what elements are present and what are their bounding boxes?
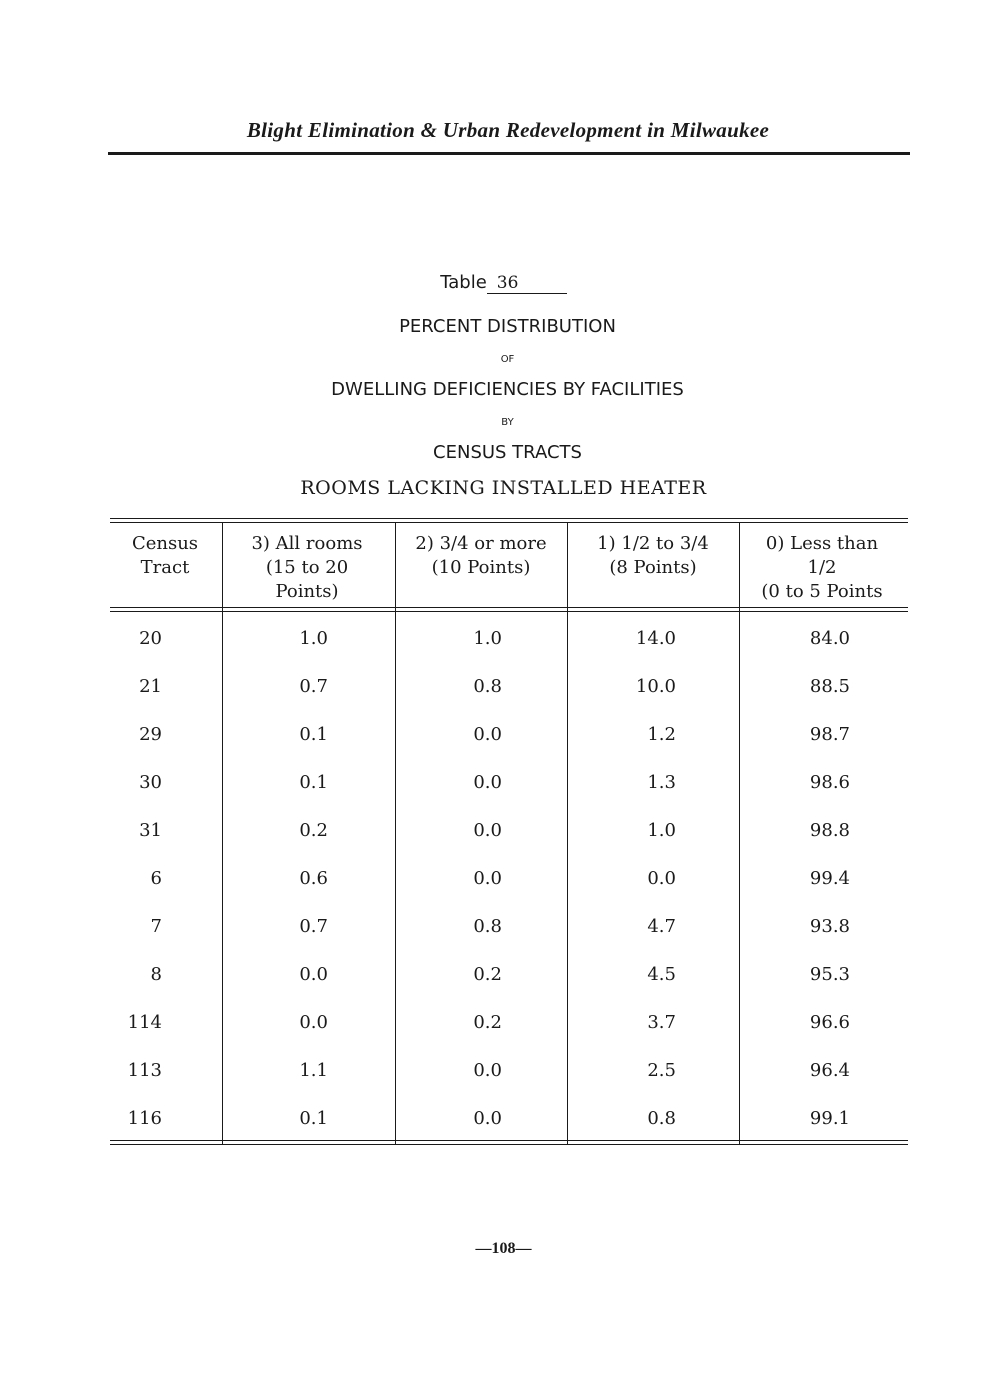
- table-row: [110, 1108, 908, 1156]
- cell-less-than-half: 98.8: [809, 820, 850, 841]
- cell-all-rooms: 0.6: [299, 868, 328, 889]
- header-half-to-three-quarters: 1) 1/2 to 3/4 (8 Points): [597, 533, 709, 578]
- cell-all-rooms: 0.1: [299, 1108, 328, 1129]
- cell-census-tract: 30: [139, 772, 162, 793]
- running-head: Blight Elimination & Urban Redevelopment in Milwaukee: [246, 118, 770, 142]
- header-census-tract: Census Tract: [131, 533, 199, 578]
- table-label-text: Table: [440, 272, 487, 293]
- cell-all-rooms: 0.7: [299, 676, 328, 697]
- cell-all-rooms: 1.0: [299, 628, 328, 649]
- cell-half-to-three-quarters: 0.8: [647, 1108, 676, 1129]
- caption-line-1: PERCENT DISTRIBUTION: [399, 316, 616, 337]
- cell-half-to-three-quarters: 3.7: [647, 1012, 676, 1033]
- cell-half-to-three-quarters: 1.2: [647, 724, 676, 745]
- cell-three-quarters: 0.2: [473, 964, 502, 985]
- cell-less-than-half: 96.4: [809, 1060, 850, 1081]
- cell-less-than-half: 98.6: [809, 772, 850, 793]
- cell-all-rooms: 1.1: [299, 1060, 328, 1081]
- cell-three-quarters: 0.0: [473, 868, 502, 889]
- cell-less-than-half: 99.4: [809, 868, 850, 889]
- cell-less-than-half: 84.0: [809, 628, 850, 649]
- cell-census-tract: 21: [139, 676, 162, 697]
- table-row: [110, 676, 908, 724]
- caption-line-2: DWELLING DEFICIENCIES BY FACILITIES: [331, 379, 684, 400]
- cell-three-quarters: 1.0: [473, 628, 502, 649]
- cell-all-rooms: 0.7: [299, 916, 328, 937]
- table-row: [110, 1012, 908, 1060]
- table-row: [110, 724, 908, 772]
- table-row: [110, 916, 908, 964]
- cell-census-tract: 113: [127, 1060, 162, 1081]
- cell-half-to-three-quarters: 2.5: [647, 1060, 676, 1081]
- cell-half-to-three-quarters: 14.0: [635, 628, 676, 649]
- cell-census-tract: 20: [139, 628, 162, 649]
- cell-all-rooms: 0.1: [299, 772, 328, 793]
- cell-three-quarters: 0.0: [473, 820, 502, 841]
- cell-census-tract: 29: [139, 724, 162, 745]
- page-number: —108—: [475, 1240, 532, 1257]
- cell-census-tract: 31: [139, 820, 162, 841]
- cell-all-rooms: 0.1: [299, 724, 328, 745]
- cell-less-than-half: 95.3: [809, 964, 850, 985]
- cell-three-quarters: 0.0: [473, 1108, 502, 1129]
- header-all-rooms: 3) All rooms (15 to 20 Points): [251, 533, 363, 602]
- header-rule: [108, 152, 910, 155]
- cell-less-than-half: 93.8: [809, 916, 850, 937]
- cell-half-to-three-quarters: 1.3: [647, 772, 676, 793]
- cell-all-rooms: 0.0: [299, 964, 328, 985]
- table-row: [110, 820, 908, 868]
- cell-half-to-three-quarters: 1.0: [647, 820, 676, 841]
- cell-half-to-three-quarters: 0.0: [647, 868, 676, 889]
- table-row: [110, 868, 908, 916]
- top-rule-inner: [110, 522, 908, 523]
- table-row: [110, 964, 908, 1012]
- caption-line-3: CENSUS TRACTS: [433, 442, 582, 463]
- cell-half-to-three-quarters: 10.0: [635, 676, 676, 697]
- top-rule: [110, 518, 908, 519]
- cell-census-tract: 6: [150, 868, 162, 889]
- cell-less-than-half: 98.7: [809, 724, 850, 745]
- data-table: [110, 518, 908, 1148]
- cell-all-rooms: 0.0: [299, 1012, 328, 1033]
- cell-three-quarters: 0.0: [473, 724, 502, 745]
- cell-three-quarters: 0.0: [473, 772, 502, 793]
- cell-census-tract: 7: [150, 916, 162, 937]
- cell-less-than-half: 99.1: [809, 1108, 850, 1129]
- table-label: [0, 272, 1007, 294]
- cell-all-rooms: 0.2: [299, 820, 328, 841]
- bottom-rule-1: [110, 1140, 908, 1141]
- cell-three-quarters: 0.2: [473, 1012, 502, 1033]
- table-number: 36: [487, 273, 567, 294]
- table-subtitle: ROOMS LACKING INSTALLED HEATER: [300, 477, 707, 499]
- cell-half-to-three-quarters: 4.7: [647, 916, 676, 937]
- table-row: [110, 772, 908, 820]
- caption-of: OF: [500, 354, 515, 365]
- cell-census-tract: 8: [150, 964, 162, 985]
- header-less-than-half: 0) Less than 1/2 (0 to 5 Points: [761, 533, 883, 602]
- cell-half-to-three-quarters: 4.5: [647, 964, 676, 985]
- cell-census-tract: 114: [127, 1012, 162, 1033]
- caption-by: BY: [501, 417, 514, 428]
- header-rule-1: [110, 607, 908, 608]
- cell-less-than-half: 88.5: [809, 676, 850, 697]
- cell-three-quarters: 0.8: [473, 916, 502, 937]
- header-rule-2: [110, 611, 908, 612]
- header-three-quarters: 2) 3/4 or more (10 Points): [415, 533, 547, 578]
- bottom-rule-2: [110, 1144, 908, 1145]
- cell-census-tract: 116: [127, 1108, 162, 1129]
- table-row: [110, 628, 908, 676]
- cell-less-than-half: 96.6: [809, 1012, 850, 1033]
- cell-three-quarters: 0.8: [473, 676, 502, 697]
- table-row: [110, 1060, 908, 1108]
- cell-three-quarters: 0.0: [473, 1060, 502, 1081]
